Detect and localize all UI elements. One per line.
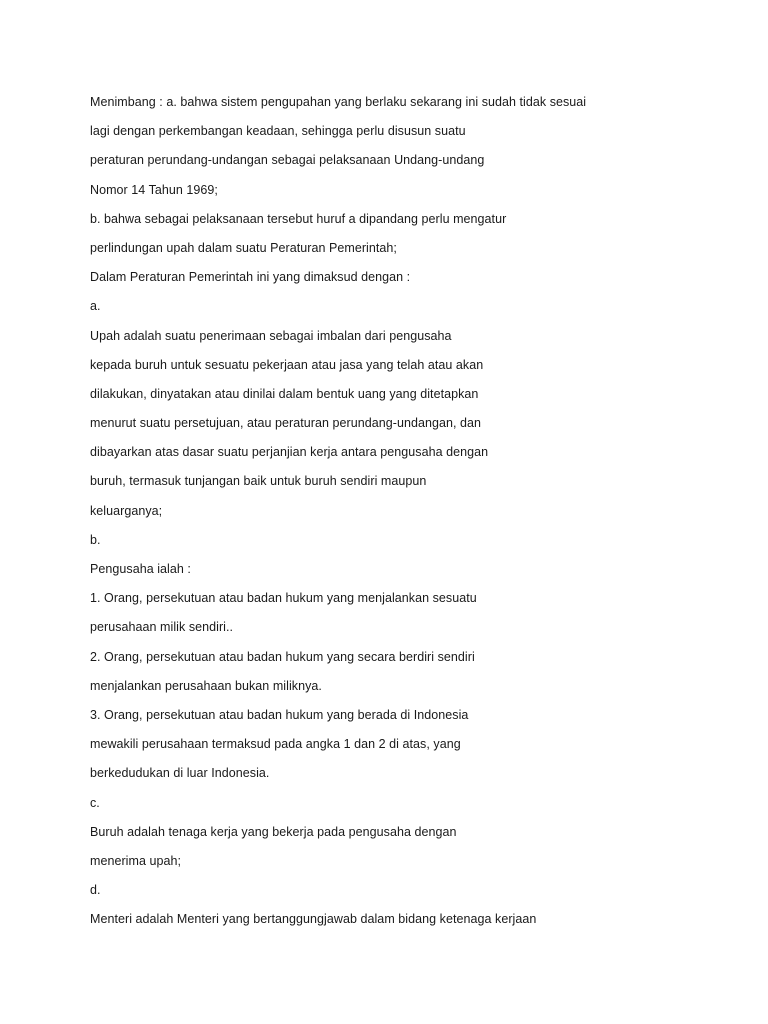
- list-marker: c.: [90, 795, 100, 810]
- list-marker: b.: [90, 532, 101, 547]
- text-line: menjalankan perusahaan bukan miliknya.: [90, 678, 322, 693]
- text-line: keluarganya;: [90, 503, 163, 518]
- text-line: Buruh adalah tenaga kerja yang bekerja pada pengusaha dengan: [90, 824, 457, 839]
- text-line: mewakili perusahaan termaksud pada angka 1 dan 2 di atas, yang: [90, 737, 461, 752]
- text-line: Menteri adalah Menteri yang bertanggungjawab dalam bidang ketenaga kerjaan: [90, 912, 537, 927]
- text-line: Pengusaha ialah :: [90, 562, 191, 576]
- text-line: Menimbang : a. bahwa sistem pengupahan yang berlaku sekarang ini sudah tidak sesuai: [90, 95, 587, 109]
- list-marker: a.: [90, 299, 101, 314]
- text-line: peraturan perundang-undangan sebagai pelaksanaan Undang-undang: [90, 153, 485, 168]
- text-line: menerima upah;: [90, 853, 182, 868]
- text-line: Dalam Peraturan Pemerintah ini yang dimaksud dengan :: [90, 270, 411, 285]
- document-body: [90, 88, 730, 934]
- text-line: b. bahwa sebagai pelaksanaan tersebut huruf a dipandang perlu mengatur: [90, 211, 507, 226]
- text-line: berkedudukan di luar Indonesia.: [90, 766, 270, 781]
- text-line: 3. Orang, persekutuan atau badan hukum yang berada di Indonesia: [90, 707, 469, 722]
- text-line: buruh, termasuk tunjangan baik untuk buruh sendiri maupun: [90, 474, 427, 489]
- list-marker: d.: [90, 883, 101, 898]
- text-line: dibayarkan atas dasar suatu perjanjian kerja antara pengusaha dengan: [90, 445, 489, 460]
- text-line: 1. Orang, persekutuan atau badan hukum yang menjalankan sesuatu: [90, 591, 477, 606]
- text-line: perlindungan upah dalam suatu Peraturan Pemerintah;: [90, 240, 397, 255]
- text-line: menurut suatu persetujuan, atau peraturan perundang-undangan, dan: [90, 416, 482, 431]
- text-line: dilakukan, dinyatakan atau dinilai dalam bentuk uang yang ditetapkan: [90, 386, 479, 401]
- text-line: 2. Orang, persekutuan atau badan hukum yang secara berdiri sendiri: [90, 649, 475, 664]
- text-line: lagi dengan perkembangan keadaan, sehingga perlu disusun suatu: [90, 124, 466, 139]
- text-line: perusahaan milik sendiri..: [90, 620, 234, 635]
- text-line: kepada buruh untuk sesuatu pekerjaan atau jasa yang telah atau akan: [90, 357, 484, 372]
- text-line: Upah adalah suatu penerimaan sebagai imbalan dari pengusaha: [90, 328, 452, 343]
- text-line: Nomor 14 Tahun 1969;: [90, 182, 218, 197]
